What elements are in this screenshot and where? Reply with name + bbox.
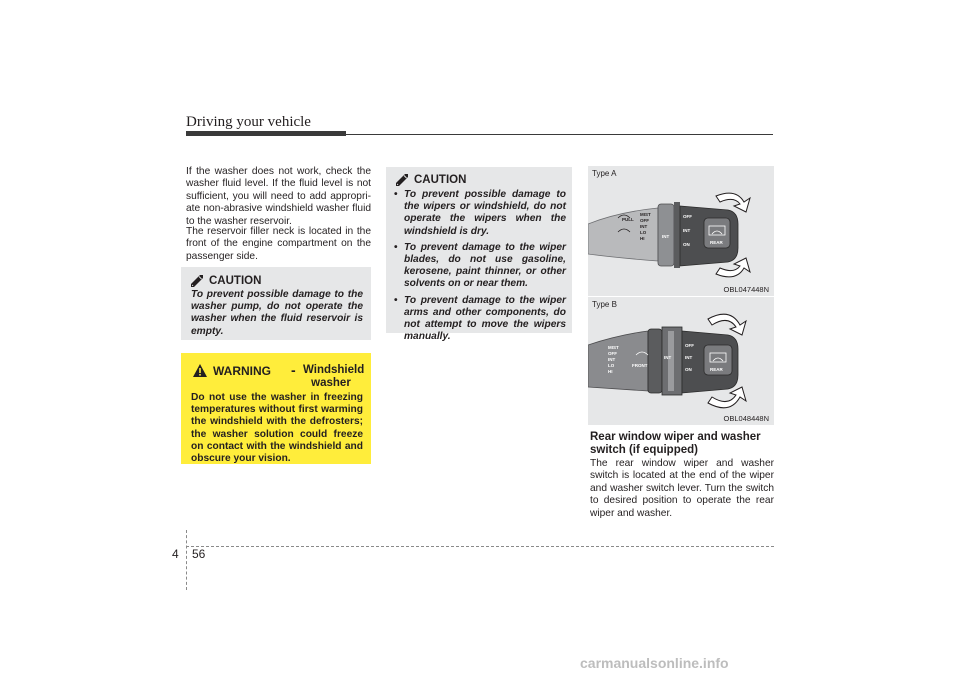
caution-text: To prevent possible damage to the washer pump, do not operate the washer when the fluid reservoir is empty. [191, 289, 363, 337]
header-bar [186, 131, 346, 136]
lever-label: LO [640, 230, 647, 235]
lever-label: INT [662, 234, 670, 239]
chapter-number: 4 [172, 547, 179, 561]
lever-label: INT [640, 224, 648, 229]
header-rule [346, 134, 773, 135]
page-number: 56 [192, 547, 206, 561]
lever-label: MIST [640, 212, 651, 217]
wiper-lever-illustration-b [588, 297, 774, 425]
caution-pencil-icon [191, 275, 203, 287]
caution-title: CAUTION [414, 174, 467, 186]
lever-label: HI [640, 236, 645, 241]
caution-heading [396, 174, 466, 186]
washer-check-paragraph: If the washer does not work, check the washer fluid level. If the fluid level is not sufficient, you will need to add appropri-ate non-abrasive windshield washer fluid to the washer reservoir. [186, 166, 371, 227]
caution-list-item: • To prevent damage to the wiper blades, do not use gasoline, kerosene, paint thinner, or other solvents on or near them. [394, 242, 566, 291]
warning-topic: Windshield washer [303, 364, 365, 389]
lever-label: HI [608, 369, 613, 374]
lever-label: OFF [608, 351, 617, 356]
figure-type-b [588, 297, 774, 425]
footer-divider [186, 530, 187, 590]
figure-type-label: Type A [592, 169, 617, 178]
lever-label: LO [608, 363, 615, 368]
lever-label: ON [683, 242, 690, 247]
lever-label: OFF [683, 214, 692, 219]
warning-box-windshield-washer [181, 353, 371, 464]
warning-dash: - [291, 362, 296, 378]
caution-list-item: • To prevent possible damage to the wipers or windshield, do not operate the wipers when the windshield is dry. [394, 189, 566, 238]
figure-type-label: Type B [592, 300, 617, 309]
lever-label: ON [685, 367, 692, 372]
caution-title: CAUTION [209, 275, 262, 287]
warning-label: WARNING [213, 364, 271, 378]
warning-triangle-icon [193, 364, 207, 377]
page-header-title: Driving your vehicle [186, 114, 311, 130]
caution-list-item: • To prevent damage to the wiper arms and other components, do not attempt to move the wipers manually. [394, 295, 566, 344]
figure-code: OBL048448N [723, 414, 769, 423]
lever-label: PULL [622, 217, 634, 222]
figure-type-a [588, 166, 774, 296]
lever-label: MIST [608, 345, 619, 350]
reservoir-location-paragraph: The reservoir filler neck is located in the front of the engine compartment on the passenger side. [186, 226, 371, 262]
caution-heading [191, 275, 261, 287]
caution-list [394, 189, 566, 347]
caution-box-washer-pump [181, 267, 371, 340]
warning-text: Do not use the washer in freezing temperatures without first warming the windshield with the defrosters; the washer solution could freeze on contact with the windshield and obscure your vision. [191, 392, 363, 465]
watermark: carmanualsonline.info [580, 655, 729, 671]
lever-label: REAR [710, 240, 723, 245]
footer-rule [186, 546, 774, 547]
caution-pencil-icon [396, 174, 408, 186]
lever-label: INT [608, 357, 616, 362]
caution-box-wipers [386, 167, 572, 343]
lever-label: OFF [640, 218, 649, 223]
lever-label: INT [685, 355, 693, 360]
wiper-lever-illustration-a [588, 166, 774, 296]
figure-code: OBL047448N [723, 285, 769, 294]
lever-label: FRONT [632, 363, 648, 368]
lever-label: OFF [685, 343, 694, 348]
lever-label: INT [683, 228, 691, 233]
rear-wiper-section-heading: Rear window wiper and washer switch (if equipped) [590, 431, 761, 457]
lever-label: REAR [710, 367, 723, 372]
rear-wiper-paragraph: The rear window wiper and washer switch is located at the end of the wiper and washer switch lever. Turn the switch to desired position to operate the rear wiper and washer. [590, 458, 774, 519]
lever-label: INT [664, 355, 672, 360]
